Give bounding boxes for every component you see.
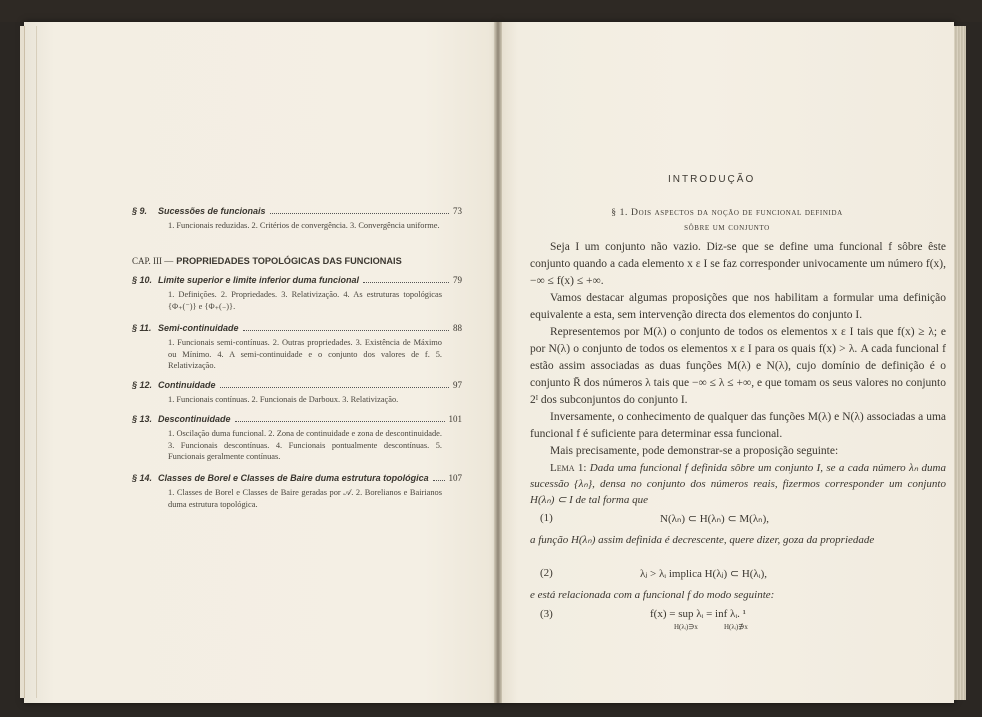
toc-leader-dots [363,282,449,283]
toc-entry [132,323,462,372]
toc-leader-dots [220,387,450,388]
toc-description: 1. Funcionais reduzidas. 2. Critérios de convergência. 3. Convergência uniforme. [168,221,440,230]
toc-section-number: § 12. [132,380,153,390]
body-text [530,239,946,460]
equation-label: (1) [540,512,553,524]
lemma [530,460,946,508]
toc-title: Classes de Borel e Classes de Baire duma estrutura topológica [158,473,429,483]
paragraph: Inversamente, o conhecimento de qualquer das funções M(λ) e N(λ) associadas a uma funcional f é suficiente para determinar essa funcional. [530,411,946,440]
toc-title: Descontinuidade [158,414,231,424]
equation-label: (3) [540,608,553,620]
page-stack-edge [954,26,966,700]
paragraph: e está relacionada com a funcional f do modo seguinte: [530,589,775,601]
section-title-line2: sôbre um conjunto [684,222,770,233]
text-after-eq2 [530,587,946,603]
chapter-number: CAP. III — [132,256,174,266]
toc-section-number: § 13. [132,414,153,424]
lemma-text: Dada uma funcional f definida sôbre um conjunto I, se a cada número λₙ duma sucessão {λₙ}, densa no conjunto dos números reais, fizermos corresponder um conjunto H(λₙ) ⊂ I de tal forma que [530,462,946,506]
toc-section-number: § 14. [132,473,153,483]
toc-section-number: § 9. [132,206,148,216]
equation-body: N(λₙ) ⊂ H(λₙ) ⊂ M(λₙ), [660,513,769,525]
equation-label: (2) [540,567,553,579]
chapter-heading [132,256,462,267]
equation-subscript: H(λᵢ)∋x [674,623,698,631]
text-after-eq1 [530,532,946,548]
page-heading: INTRODUÇÃO [668,174,756,185]
toc-entry [132,206,462,232]
toc-page-number: 97 [453,380,462,390]
book-spine [494,22,502,703]
paragraph: Representemos por M(λ) o conjunto de todos os elementos x ε I tais que f(x) ≥ λ; e por N(λ) o conjunto de todos os elementos x ε I para os quais f(x) > λ. A cada funcional f estão assim associadas as duas funções M(λ) e N(λ), cujo domínio de definição é o conjunto R̄ dos números λ tais que −∞ ≤ λ ≤ +∞, e que tomam os seus valores no conjunto 2ᴵ dos subconjuntos do conjunto I. [530,326,946,406]
toc-page-number: 88 [453,323,462,333]
toc-section-number: § 10. [132,275,153,285]
paragraph: Mais precisamente, pode demonstrar-se a proposição seguinte: [550,445,839,457]
toc-title: Limite superior e limite inferior duma funcional [158,275,360,285]
toc-entry [132,380,462,406]
toc-description: 1. Funcionais semi-contínuas. 2. Outras propriedades. 3. Existência de Máximo ou Mínimo. 4. A semi-continuidade e o conjunto dos valores de f. 5. Relativização. [168,338,442,370]
paragraph: Vamos destacar algumas proposições que nos habilitam a formular uma definição equivalente a esta, sem intervenção directa dos elementos do conjunto I. [530,292,946,321]
left-page-edge [20,26,25,698]
toc-leader-dots [433,480,445,481]
lemma-label: Lema 1: [550,462,587,474]
toc-leader-dots [235,421,445,422]
equation-body: λⱼ > λᵢ implica H(λⱼ) ⊂ H(λᵢ), [640,568,767,580]
toc-title: Sucessões de funcionais [158,206,266,216]
section-title-line1: § 1. Dois aspectos da noção de funcional definida [611,207,843,218]
toc-entry [132,473,462,510]
toc-page-number: 107 [448,473,462,483]
equation-1 [540,512,940,528]
toc-page-number: 101 [448,414,462,424]
toc-description: 1. Definições. 2. Propriedades. 3. Relativização. 4. As estruturas topológicas {Φ₊(⁻)} e {Φ₊(₋)}. [168,290,442,311]
toc-description: 1. Funcionais contínuas. 2. Funcionais de Darboux. 3. Relativização. [168,395,399,404]
left-page-edge-inner [34,26,37,698]
toc-leader-dots [270,213,449,214]
toc-leader-dots [243,330,449,331]
chapter-title: PROPRIEDADES TOPOLÓGICAS DAS FUNCIONAIS [176,256,402,266]
toc-entry [132,275,462,312]
equation-3 [540,608,940,638]
toc-page-number: 79 [453,275,462,285]
toc-entry [132,414,462,463]
equation-body: f(x) = sup λᵢ = inf λᵢ. ¹ [650,608,746,620]
toc-title: Semi-continuidade [158,323,239,333]
toc-title: Continuidade [158,380,216,390]
toc-description: 1. Oscilação duma funcional. 2. Zona de continuidade e zona de descontinuidade. 3. Funcionais descontínuas. 4. Funcionais pontualmente descontínuas. 5. Funcionais geralmente contínuas. [168,429,442,461]
toc-description: 1. Classes de Borel e Classes de Baire geradas por 𝒜. 2. Borelianos e Bairianos duma estrutura topológica. [168,488,442,509]
paragraph: a função H(λₙ) assim definida é decrescente, quere dizer, goza da propriedade [530,534,875,546]
equation-subscript: H(λᵢ)∌x [724,623,748,631]
toc-section-number: § 11. [132,323,152,333]
toc-page-number: 73 [453,206,462,216]
paragraph: Seja I um conjunto não vazio. Diz-se que se define uma funcional f sôbre êste conjunto quando a cada elemento x ε I se faz corresponder univocamente um número f(x), −∞ ≤ f(x) ≤ +∞. [530,241,946,287]
equation-2 [540,567,940,583]
